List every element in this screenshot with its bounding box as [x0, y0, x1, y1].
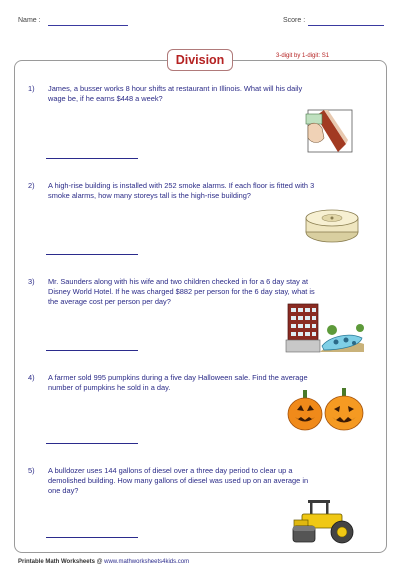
footer-brand: Printable Math Worksheets @ [18, 559, 103, 565]
question-number: 2) [28, 181, 35, 190]
question-number: 1) [28, 84, 35, 93]
title-box [167, 49, 233, 71]
question-text: A bulldozer uses 144 gallons of diesel over a three day period to clear up a demolished building. How many gallons of diesel was used up on an average in one day? [48, 466, 309, 495]
worksheet-title: Division [175, 53, 225, 67]
question-text: A farmer sold 995 pumpkins during a five day Halloween sale. Find the average number of pumpkins he sold in a day. [48, 373, 308, 392]
name-label: Name : [18, 17, 41, 24]
answer-line-4[interactable] [46, 443, 138, 444]
score-line[interactable] [308, 25, 384, 26]
question-number: 5) [28, 466, 35, 475]
worksheet-subtitle: 3-digit by 1-digit: S1 [276, 53, 330, 59]
answer-line-2[interactable] [46, 254, 138, 255]
score-label: Score : [283, 17, 306, 24]
hotel-with-pool-icon [284, 300, 366, 358]
question-text: Mr. Saunders along with his wife and two children checked in for a 6 day stay at Disney World Hotel. If he was charged $882 per person for the 6 day stay, what is the average cost per person per day? [48, 277, 315, 306]
name-line[interactable] [48, 25, 128, 26]
answer-line-5[interactable] [46, 537, 138, 538]
footer-url[interactable]: www.mathworksheets4kids.com [104, 559, 190, 565]
smoke-alarm-icon [304, 206, 360, 246]
answer-line-3[interactable] [46, 350, 138, 351]
hand-with-money-icon [302, 104, 360, 156]
question-number: 4) [28, 373, 35, 382]
question-text: A high-rise building is installed with 252 smoke alarms. If each floor is fitted with 3 smoke alarms, how many storeys tall is the high-rise building? [48, 181, 315, 200]
road-roller-icon [290, 498, 360, 544]
answer-line-1[interactable] [46, 158, 138, 159]
question-text: James, a busser works 8 hour shifts at restaurant in Illinois. What will his daily wage be, if he earns $448 a week? [48, 84, 303, 103]
question-number: 3) [28, 277, 35, 286]
footer [18, 559, 189, 565]
jack-o-lanterns-icon [286, 388, 366, 432]
